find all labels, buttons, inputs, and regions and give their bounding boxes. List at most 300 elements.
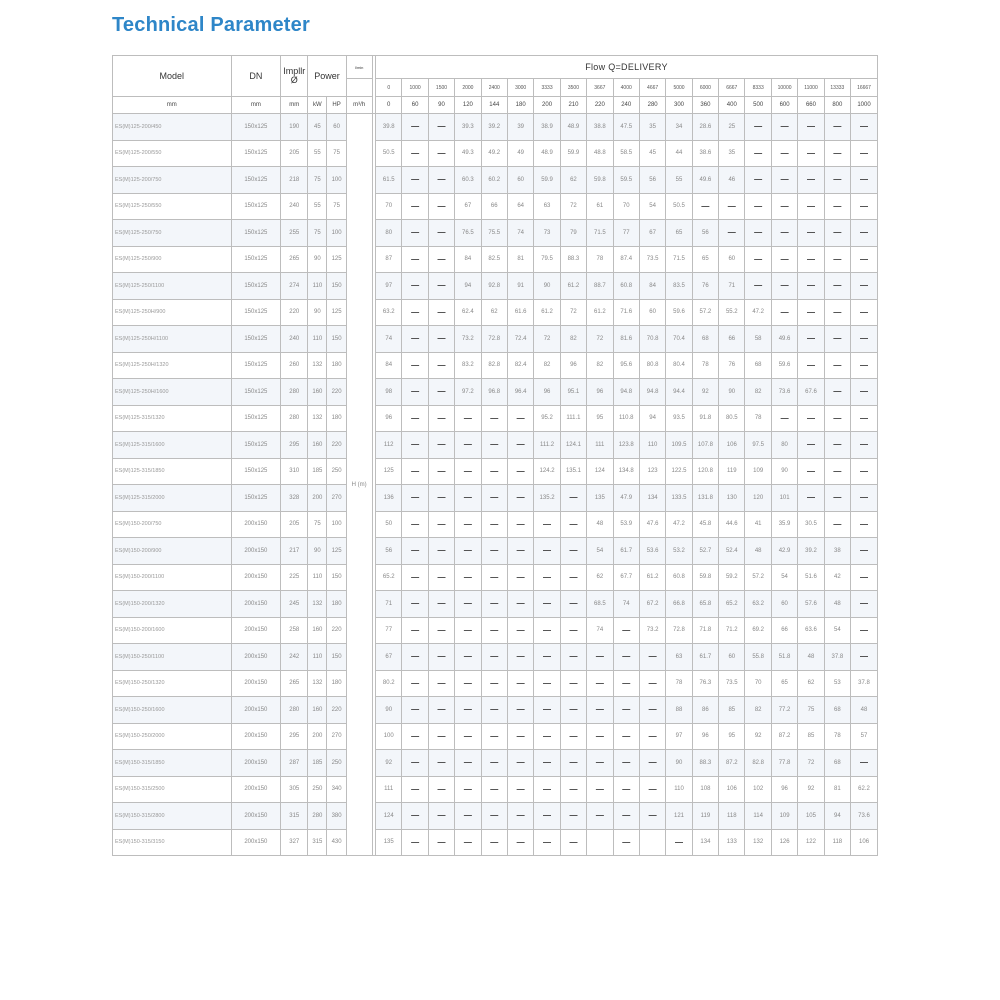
head-value-cell: — [428, 140, 454, 167]
head-value-cell: — [455, 829, 481, 856]
head-value-cell: 70.4 [666, 326, 692, 353]
head-value-cell: 92 [692, 379, 718, 406]
head-value-cell: — [455, 750, 481, 777]
table-row [113, 405, 878, 432]
head-value-cell: 83.2 [455, 352, 481, 379]
head-value-cell: 95.2 [534, 405, 560, 432]
head-value-cell: 72.8 [481, 326, 507, 353]
model-cell: ES(M)125-200/750 [113, 167, 232, 194]
head-value-cell: 65.8 [692, 591, 718, 618]
head-value-cell: 65 [692, 246, 718, 273]
head-value-cell: — [851, 193, 878, 220]
hp-cell: 125 [327, 538, 346, 565]
head-value-cell: 80 [376, 220, 402, 247]
head-value-cell [587, 829, 613, 856]
flow-m3h-header: 660 [798, 97, 824, 114]
head-value-cell: — [428, 458, 454, 485]
model-cell: ES(M)125-315/2000 [113, 485, 232, 512]
head-value-cell: 45.8 [692, 511, 718, 538]
head-value-cell: — [428, 193, 454, 220]
head-value-cell: — [798, 273, 824, 300]
table-row [113, 193, 878, 220]
flow-m3h-header: 210 [560, 97, 586, 114]
hp-cell: 150 [327, 326, 346, 353]
dn-cell: 150x125 [231, 114, 281, 141]
head-value-cell: 108 [692, 776, 718, 803]
head-value-cell: 46 [719, 167, 745, 194]
head-value-cell: — [851, 273, 878, 300]
flow-lpm-header: 1000 [402, 79, 428, 97]
head-value-cell: 107.8 [692, 432, 718, 459]
kw-cell: 110 [308, 564, 327, 591]
flow-lpm-header: 4667 [639, 79, 665, 97]
head-value-cell: 87.2 [771, 723, 797, 750]
head-value-cell: 61.5 [376, 167, 402, 194]
flow-m3h-header: 90 [428, 97, 454, 114]
head-value-cell: 112 [376, 432, 402, 459]
head-value-cell: — [507, 670, 533, 697]
impeller-cell: 205 [281, 511, 308, 538]
head-value-cell: — [507, 803, 533, 830]
head-value-cell: 74 [587, 617, 613, 644]
head-value-cell [639, 829, 665, 856]
head-value-cell: — [402, 723, 428, 750]
head-value-cell: 77.2 [771, 697, 797, 724]
dn-cell: 150x125 [231, 326, 281, 353]
head-value-cell: 38 [824, 538, 850, 565]
head-value-cell: 63.2 [745, 591, 771, 618]
head-value-cell: — [851, 564, 878, 591]
impeller-cell: 220 [281, 299, 308, 326]
head-value-cell: 59.5 [613, 167, 639, 194]
dn-cell: 200x150 [231, 776, 281, 803]
flow-lpm-header: 3333 [534, 79, 560, 97]
head-value-cell: 66 [771, 617, 797, 644]
head-value-cell: 60 [719, 644, 745, 671]
kw-cell: 75 [308, 220, 327, 247]
head-value-cell: 77 [376, 617, 402, 644]
table-row [113, 273, 878, 300]
head-value-cell: — [481, 432, 507, 459]
head-value-cell: — [428, 723, 454, 750]
head-value-cell: 49 [507, 140, 533, 167]
head-value-cell: 50.5 [376, 140, 402, 167]
head-value-cell: 84 [376, 352, 402, 379]
head-value-cell: 51.8 [771, 644, 797, 671]
unit-m3h: m³/h [346, 97, 372, 114]
head-value-cell: — [507, 564, 533, 591]
table-row [113, 167, 878, 194]
head-value-cell: 51.6 [798, 564, 824, 591]
head-value-cell: — [534, 670, 560, 697]
unit-mm-impeller: mm [281, 97, 308, 114]
model-cell: ES(M)150-250/2000 [113, 723, 232, 750]
impeller-cell: 265 [281, 246, 308, 273]
head-value-cell: — [587, 723, 613, 750]
head-value-cell: 61.2 [560, 273, 586, 300]
head-value-cell: 94.8 [639, 379, 665, 406]
head-value-cell: 78 [692, 352, 718, 379]
kw-cell: 160 [308, 617, 327, 644]
head-value-cell: 63.6 [798, 617, 824, 644]
dn-header: DN [231, 56, 281, 97]
head-value-cell: 48 [798, 644, 824, 671]
head-value-cell: 94 [824, 803, 850, 830]
dn-cell: 200x150 [231, 670, 281, 697]
model-cell: ES(M)150-250/1320 [113, 670, 232, 697]
flow-lpm-header: 8333 [745, 79, 771, 97]
head-value-cell: 102 [745, 776, 771, 803]
model-header: Model [113, 56, 232, 97]
head-value-cell: — [455, 485, 481, 512]
head-value-cell: 123.8 [613, 432, 639, 459]
head-value-cell: 68 [824, 750, 850, 777]
dn-cell: 200x150 [231, 750, 281, 777]
head-value-cell: 49.6 [692, 167, 718, 194]
dn-cell: 150x125 [231, 193, 281, 220]
head-value-cell: — [455, 591, 481, 618]
head-value-cell: — [745, 246, 771, 273]
head-value-cell: — [428, 803, 454, 830]
model-cell: ES(M)125-315/1320 [113, 405, 232, 432]
head-value-cell: 66.8 [666, 591, 692, 618]
head-value-cell: 39.3 [455, 114, 481, 141]
head-value-cell: 134 [692, 829, 718, 856]
head-value-cell: — [507, 829, 533, 856]
table-row [113, 299, 878, 326]
head-value-cell: — [428, 564, 454, 591]
hp-cell: 220 [327, 379, 346, 406]
flow-m3h-header: 180 [507, 97, 533, 114]
head-value-cell: — [798, 167, 824, 194]
head-value-cell: — [428, 697, 454, 724]
head-value-cell: — [798, 405, 824, 432]
head-value-cell: 125 [376, 458, 402, 485]
head-value-cell: — [560, 750, 586, 777]
head-value-cell: 76.3 [692, 670, 718, 697]
head-value-cell: — [534, 511, 560, 538]
head-value-cell: — [455, 670, 481, 697]
head-value-cell: — [534, 723, 560, 750]
head-value-cell: — [824, 220, 850, 247]
flow-lpm-header: 5000 [666, 79, 692, 97]
head-value-cell: 67.7 [613, 564, 639, 591]
head-value-cell: — [560, 697, 586, 724]
head-value-cell: 136 [376, 485, 402, 512]
head-value-cell: 47.2 [666, 511, 692, 538]
table-row [113, 220, 878, 247]
header-row-units [113, 97, 878, 114]
impeller-cell: 217 [281, 538, 308, 565]
kw-cell: 75 [308, 167, 327, 194]
dn-cell: 150x125 [231, 299, 281, 326]
flow-lpm-header: 2000 [455, 79, 481, 97]
head-value-cell: 44 [666, 140, 692, 167]
hp-cell: 180 [327, 352, 346, 379]
head-value-cell: — [851, 511, 878, 538]
head-value-cell: 60 [507, 167, 533, 194]
head-value-cell: 72.4 [507, 326, 533, 353]
head-value-cell: 87.4 [613, 246, 639, 273]
head-value-cell: — [455, 776, 481, 803]
head-value-cell: 78 [745, 405, 771, 432]
head-value-cell: 73.5 [639, 246, 665, 273]
table-row [113, 114, 878, 141]
impeller-cell: 274 [281, 273, 308, 300]
head-value-cell: — [507, 644, 533, 671]
head-value-cell: — [851, 485, 878, 512]
head-value-cell: 82 [560, 326, 586, 353]
head-value-cell: — [455, 644, 481, 671]
head-value-cell: 135 [587, 485, 613, 512]
head-value-cell: 92 [798, 776, 824, 803]
head-value-cell: — [402, 140, 428, 167]
table-row [113, 140, 878, 167]
head-value-cell: 35.9 [771, 511, 797, 538]
head-value-cell: 68 [745, 352, 771, 379]
head-value-cell: — [851, 644, 878, 671]
head-value-cell: — [666, 829, 692, 856]
impeller-header: Impllr Ø [281, 56, 308, 97]
head-value-cell: 62.4 [455, 299, 481, 326]
dn-cell: 150x125 [231, 167, 281, 194]
head-value-cell: — [402, 511, 428, 538]
head-value-cell: — [771, 140, 797, 167]
head-value-cell: — [534, 750, 560, 777]
head-value-cell: 80.2 [376, 670, 402, 697]
hp-cell: 100 [327, 511, 346, 538]
hp-cell: 150 [327, 644, 346, 671]
head-value-cell: — [402, 776, 428, 803]
head-value-cell: — [507, 485, 533, 512]
table-row [113, 750, 878, 777]
head-value-cell: 106 [719, 776, 745, 803]
head-unit-label: H (m) [346, 114, 372, 856]
head-value-cell: 82 [745, 697, 771, 724]
model-cell: ES(M)150-315/1850 [113, 750, 232, 777]
head-value-cell: — [481, 750, 507, 777]
head-value-cell: 97 [666, 723, 692, 750]
head-value-cell: — [560, 829, 586, 856]
head-value-cell: 80.5 [719, 405, 745, 432]
impeller-cell: 242 [281, 644, 308, 671]
head-value-cell: 106 [851, 829, 878, 856]
head-value-cell: 55.8 [745, 644, 771, 671]
head-value-cell: 60.8 [666, 564, 692, 591]
head-value-cell: 47.9 [613, 485, 639, 512]
head-value-cell: 59.9 [560, 140, 586, 167]
head-value-cell: — [745, 220, 771, 247]
head-value-cell: — [798, 140, 824, 167]
head-value-cell: — [402, 299, 428, 326]
hp-cell: 75 [327, 140, 346, 167]
head-value-cell: 49.2 [481, 140, 507, 167]
flow-lpm-header: 1500 [428, 79, 454, 97]
kw-cell: 160 [308, 432, 327, 459]
head-value-cell: — [613, 723, 639, 750]
head-value-cell: — [507, 432, 533, 459]
head-value-cell: 95 [719, 723, 745, 750]
model-cell: ES(M)150-200/1600 [113, 617, 232, 644]
head-value-cell: 81 [507, 246, 533, 273]
head-value-cell: 96.4 [507, 379, 533, 406]
head-value-cell: — [639, 697, 665, 724]
hp-cell: 60 [327, 114, 346, 141]
head-value-cell: — [745, 140, 771, 167]
head-value-cell: — [851, 405, 878, 432]
head-value-cell: 76.5 [455, 220, 481, 247]
head-value-cell: — [507, 723, 533, 750]
kw-cell: 90 [308, 299, 327, 326]
head-value-cell: 111 [376, 776, 402, 803]
kw-cell: 132 [308, 352, 327, 379]
head-value-cell: 60.2 [481, 167, 507, 194]
head-value-cell: — [560, 485, 586, 512]
head-value-cell: — [560, 644, 586, 671]
dn-cell: 200x150 [231, 538, 281, 565]
head-value-cell: — [613, 670, 639, 697]
head-value-cell: — [428, 538, 454, 565]
hp-cell: 220 [327, 617, 346, 644]
unit-hp: HP [327, 97, 346, 114]
table-row [113, 379, 878, 406]
head-value-cell: 109 [771, 803, 797, 830]
head-value-cell: — [824, 273, 850, 300]
model-cell: ES(M)125-250/1100 [113, 273, 232, 300]
head-value-cell: — [587, 697, 613, 724]
head-value-cell: — [851, 167, 878, 194]
head-value-cell: — [560, 776, 586, 803]
table-row [113, 432, 878, 459]
head-value-cell: 114 [745, 803, 771, 830]
head-value-cell: 61.2 [587, 299, 613, 326]
header-row-top [113, 56, 878, 79]
head-value-cell: — [455, 458, 481, 485]
head-value-cell: — [428, 167, 454, 194]
head-value-cell: 135.1 [560, 458, 586, 485]
head-value-cell: — [851, 326, 878, 353]
flow-lpm-header: 10000 [771, 79, 797, 97]
head-value-cell: — [534, 538, 560, 565]
flow-m3h-header: 1000 [851, 97, 878, 114]
flow-lpm-header: 11000 [798, 79, 824, 97]
head-value-cell: 124 [376, 803, 402, 830]
dn-cell: 150x125 [231, 405, 281, 432]
head-value-cell: 67.2 [639, 591, 665, 618]
head-value-cell: — [402, 405, 428, 432]
head-value-cell: 52.4 [719, 538, 745, 565]
head-value-cell: — [560, 617, 586, 644]
head-value-cell: 80.4 [666, 352, 692, 379]
head-value-cell: 82.8 [481, 352, 507, 379]
head-value-cell: 34 [666, 114, 692, 141]
head-value-cell: — [613, 617, 639, 644]
hp-cell: 220 [327, 432, 346, 459]
head-value-cell: — [402, 326, 428, 353]
head-value-cell: — [560, 538, 586, 565]
head-value-cell: 56 [692, 220, 718, 247]
head-value-cell: — [428, 405, 454, 432]
head-value-cell: — [402, 803, 428, 830]
head-value-cell: 130 [719, 485, 745, 512]
head-value-cell: 35 [719, 140, 745, 167]
table-row [113, 246, 878, 273]
head-value-cell: — [428, 299, 454, 326]
flow-m3h-header: 200 [534, 97, 560, 114]
head-value-cell: — [402, 670, 428, 697]
hp-cell: 340 [327, 776, 346, 803]
impeller-cell: 328 [281, 485, 308, 512]
head-value-cell: — [798, 485, 824, 512]
head-value-cell: 86 [692, 697, 718, 724]
hp-cell: 250 [327, 458, 346, 485]
model-cell: ES(M)125-200/450 [113, 114, 232, 141]
table-row [113, 644, 878, 671]
head-value-cell: 58.5 [613, 140, 639, 167]
head-value-cell: 62 [560, 167, 586, 194]
lmin-unit-spacer [346, 79, 372, 97]
page-title: Technical Parameter [112, 14, 310, 36]
head-value-cell: 59.9 [534, 167, 560, 194]
head-value-cell: 68.5 [587, 591, 613, 618]
kw-cell: 90 [308, 246, 327, 273]
head-value-cell: 80 [771, 432, 797, 459]
table-row [113, 617, 878, 644]
head-value-cell: — [402, 564, 428, 591]
head-value-cell: 84 [639, 273, 665, 300]
head-value-cell: — [851, 114, 878, 141]
head-value-cell: — [613, 750, 639, 777]
head-value-cell: 59.2 [719, 564, 745, 591]
model-cell: ES(M)150-200/1100 [113, 564, 232, 591]
head-value-cell: 93.5 [666, 405, 692, 432]
head-value-cell: 110.8 [613, 405, 639, 432]
head-value-cell: — [481, 564, 507, 591]
flow-m3h-header: 60 [402, 97, 428, 114]
head-value-cell: 96 [560, 352, 586, 379]
head-value-cell: — [428, 617, 454, 644]
head-value-cell: 59.6 [771, 352, 797, 379]
table-row [113, 829, 878, 856]
head-value-cell: 57.2 [745, 564, 771, 591]
head-value-cell: 73.6 [771, 379, 797, 406]
head-value-cell: 61.6 [507, 299, 533, 326]
hp-cell: 150 [327, 564, 346, 591]
head-value-cell: 101 [771, 485, 797, 512]
head-value-cell: — [719, 193, 745, 220]
hp-cell: 180 [327, 670, 346, 697]
head-value-cell: — [771, 273, 797, 300]
head-value-cell: 105 [798, 803, 824, 830]
head-value-cell: — [481, 538, 507, 565]
head-value-cell: 111.1 [560, 405, 586, 432]
table-row [113, 352, 878, 379]
head-value-cell: — [534, 591, 560, 618]
head-value-cell: 109.5 [666, 432, 692, 459]
flow-m3h-header: 120 [455, 97, 481, 114]
flow-lpm-header: 13333 [824, 79, 850, 97]
head-value-cell: — [639, 776, 665, 803]
head-value-cell: — [560, 511, 586, 538]
head-value-cell: 79.5 [534, 246, 560, 273]
table-row [113, 458, 878, 485]
head-value-cell: — [851, 458, 878, 485]
dn-cell: 150x125 [231, 140, 281, 167]
head-value-cell: 65.2 [719, 591, 745, 618]
head-value-cell: 118 [824, 829, 850, 856]
head-value-cell: 56 [376, 538, 402, 565]
head-value-cell: 77.8 [771, 750, 797, 777]
